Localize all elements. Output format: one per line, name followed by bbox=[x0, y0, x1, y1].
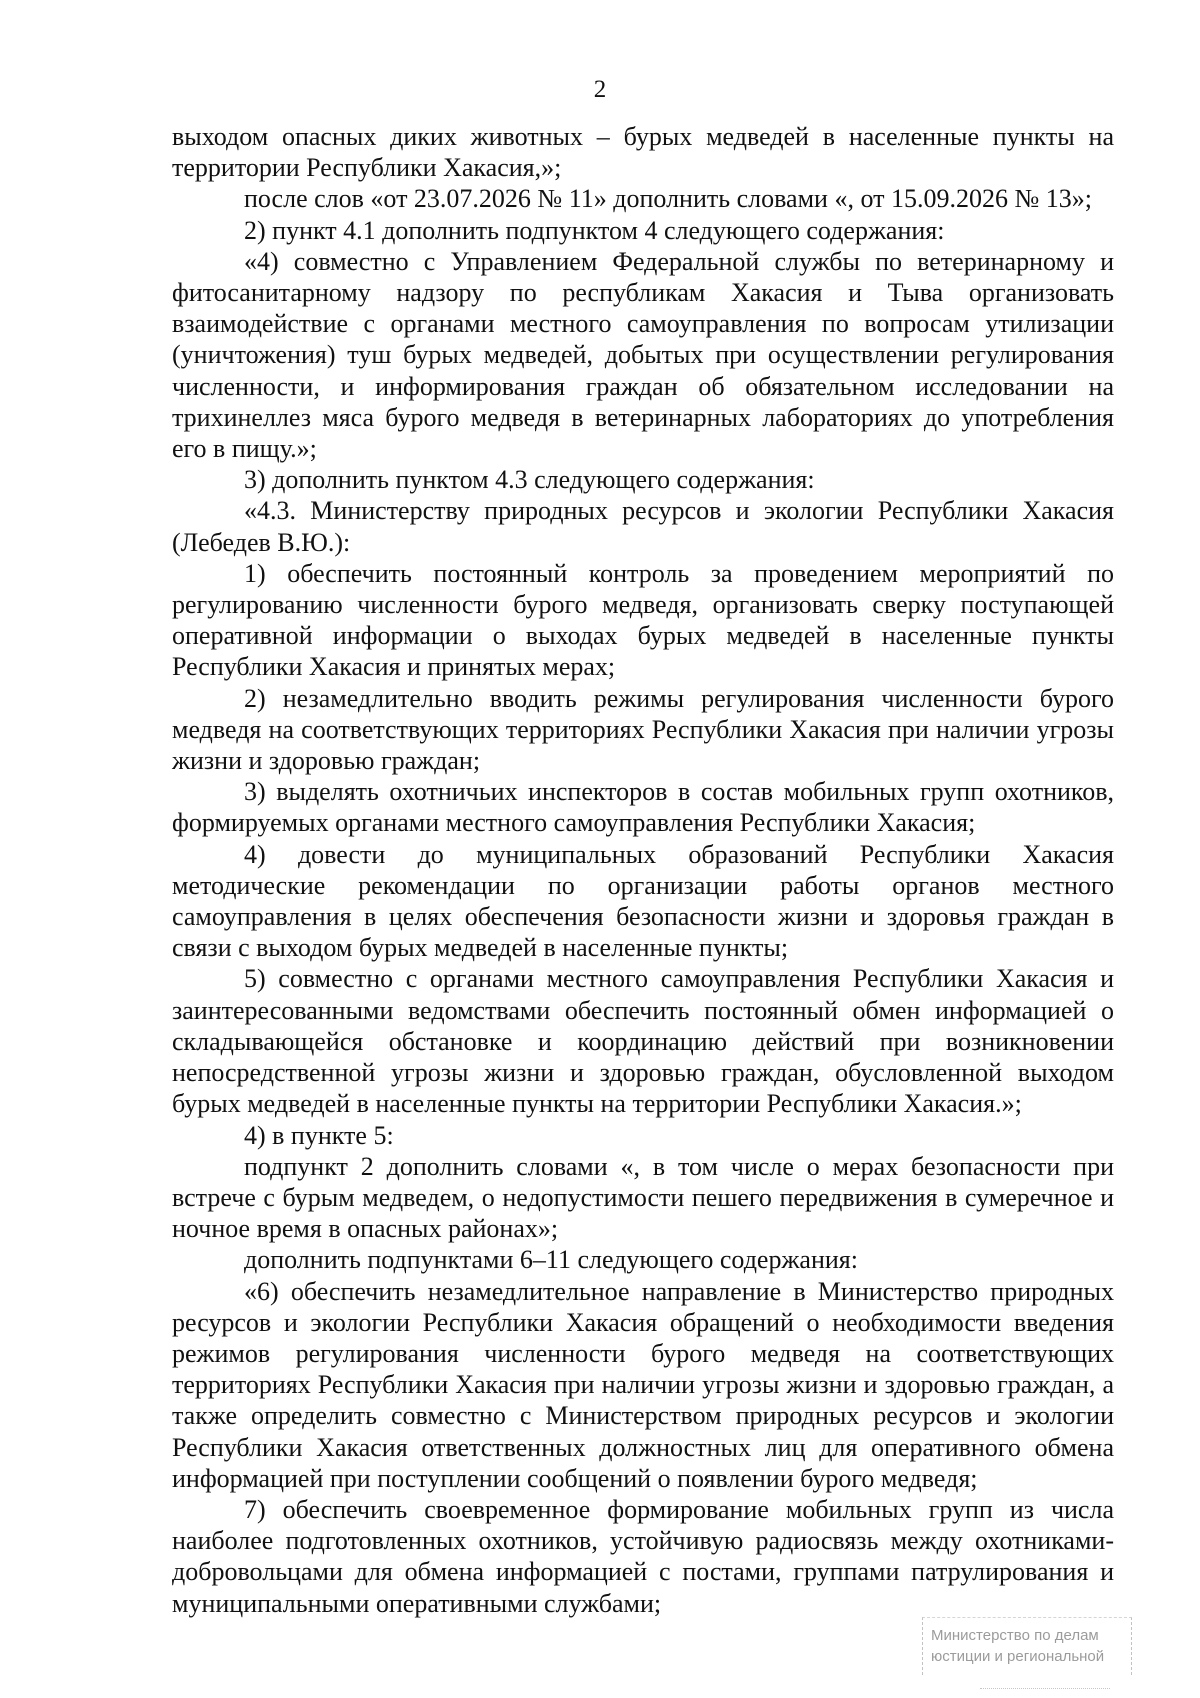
paragraph: 3) дополнить пунктом 4.3 следующего содержания: bbox=[244, 465, 815, 495]
paragraph: дополнить подпунктами 6–11 следующего содержания: bbox=[244, 1245, 858, 1275]
stamp-line-2: юстиции и региональной bbox=[931, 1648, 1105, 1665]
registration-stamp bbox=[922, 1617, 1132, 1675]
document-body bbox=[172, 121, 1114, 1619]
paragraph: 4) в пункте 5: bbox=[244, 1120, 394, 1150]
paragraph: «4.3. Министерству природных ресурсов и экологии Республики Хакасия (Лебедев В.Ю.): bbox=[172, 496, 1114, 557]
paragraph: 7) обеспечить своевременное формирование мобильных групп из числа наиболее подготовленных охотников, устойчивую радиосвязь между охотниками-добровольцами для обмена информацией с постами, группами патрулирования и муниципальными оперативными службами; bbox=[172, 1494, 1114, 1618]
paragraph: 3) выделять охотничьих инспекторов в состав мобильных групп охотников, формируемых органами местного самоуправления Республики Хакасия; bbox=[172, 777, 1114, 838]
stamp-dotted-edge bbox=[980, 1688, 1110, 1689]
paragraph: подпункт 2 дополнить словами «, в том числе о мерах безопасности при встрече с бурым медведем, о недопустимости пешего передвижения в сумеречное и ночное время в опасных районах»; bbox=[172, 1151, 1114, 1244]
paragraph: 2) пункт 4.1 дополнить подпунктом 4 следующего содержания: bbox=[244, 215, 945, 245]
stamp-line-1: Министерство по делам bbox=[931, 1627, 1099, 1644]
paragraph: выходом опасных диких животных – бурых медведей в населенные пункты на территории Республики Хакасия,»; bbox=[172, 122, 1114, 183]
page-number: 2 bbox=[593, 76, 607, 103]
paragraph: 4) довести до муниципальных образований Республики Хакасия методические рекомендации по организации работы органов местного самоуправления в целях обеспечения безопасности жизни и здоровья граждан в связи с выходом бурых медведей в населенные пункты; bbox=[172, 839, 1114, 963]
paragraph: 5) совместно с органами местного самоуправления Республики Хакасия и заинтересованными ведомствами обеспечить постоянный обмен информацией о складывающейся обстановке и координацию действий при возникновении непосредственной угрозы жизни и здоровью граждан, обусловленной выходом бурых медведей в населенные пункты на территории Республики Хакасия.»; bbox=[172, 964, 1114, 1119]
paragraph: «4) совместно с Управлением Федеральной службы по ветеринарному и фитосанитарному надзору по республикам Хакасия и Тыва организовать взаимодействие с органами местного самоуправления по вопросам утилизации (уничтожения) туш бурых медведей, добытых при осуществлении регулирования численности, и информирования граждан об обязательном исследовании на трихинеллез мяса бурого медведя в ветеринарных лабораториях до употребления его в пищу.»; bbox=[172, 246, 1114, 464]
paragraph: 1) обеспечить постоянный контроль за проведением мероприятий по регулированию численности бурого медведя, организовать сверку поступающей оперативной информации о выходах бурых медведей в населенные пункты Республики Хакасия и принятых мерах; bbox=[172, 558, 1114, 682]
paragraph: после слов «от 23.07.2026 № 11» дополнить словами «, от 15.09.2026 № 13»; bbox=[244, 184, 1092, 214]
paragraph: «6) обеспечить незамедлительное направление в Министерство природных ресурсов и экологии Республики Хакасия обращений о необходимости введения режимов регулирования численности бурого медведя на соответствующих территориях Республики Хакасия при наличии угрозы жизни и здоровью граждан, а также определить совместно с Министерством природных ресурсов и экологии Республики Хакасия ответственных должностных лиц для оперативного обмена информацией при поступлении сообщений о появлении бурого медведя; bbox=[172, 1276, 1114, 1493]
paragraph: 2) незамедлительно вводить режимы регулирования численности бурого медведя на соответствующих территориях Республики Хакасия при наличии угрозы жизни и здоровью граждан; bbox=[172, 683, 1114, 776]
